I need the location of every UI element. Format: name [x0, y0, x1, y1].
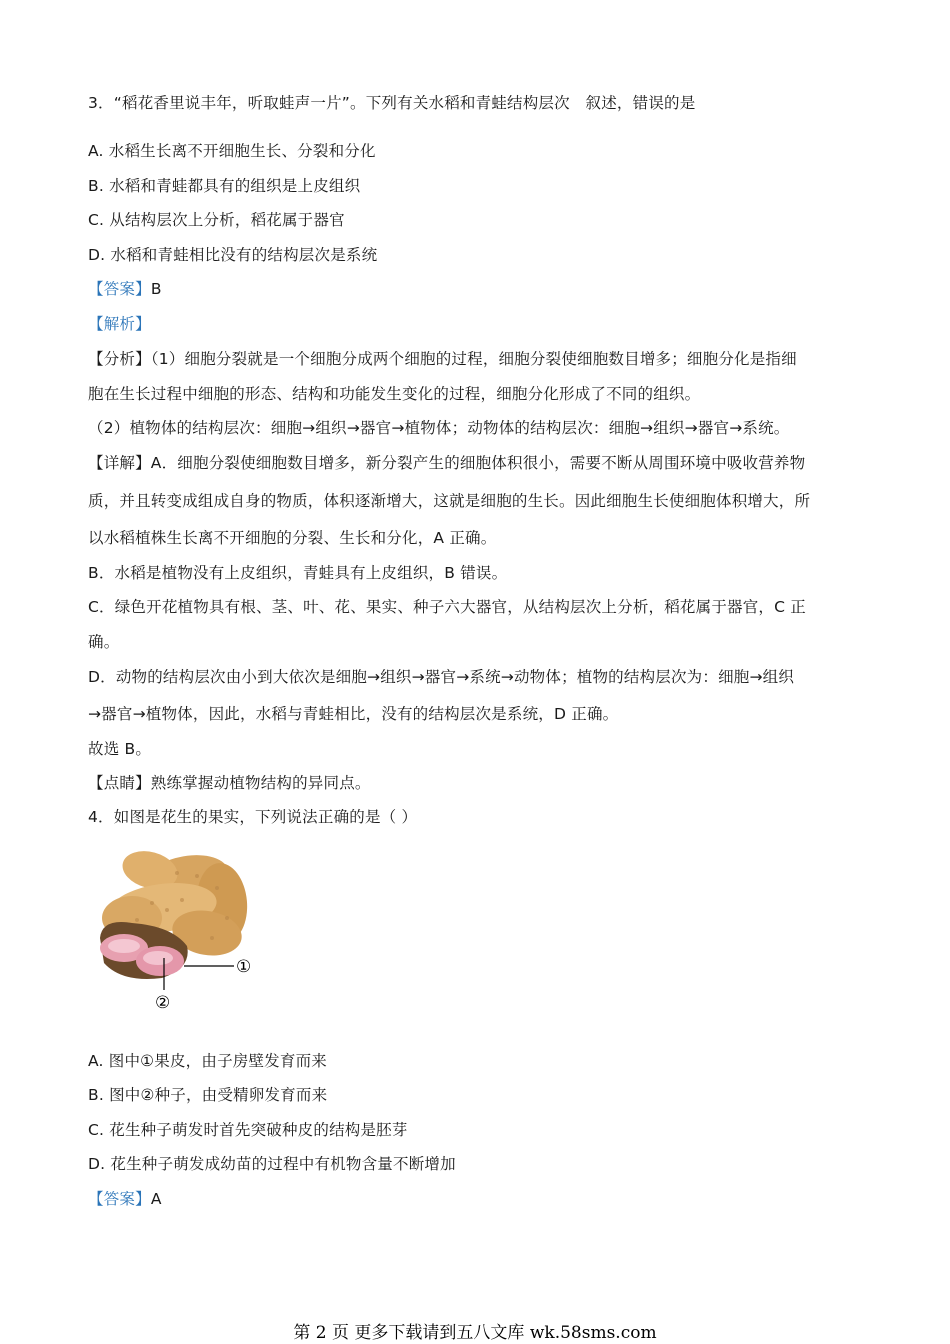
question-4-stem: 4．如图是花生的果实，下列说法正确的是（ ）: [88, 808, 418, 826]
q3-analysis-tag: 【解析】: [88, 315, 151, 333]
analysis-line: 【点睛】熟练掌握动植物结构的异同点。: [88, 774, 371, 792]
analysis-line: D．动物的结构层次由小到大依次是细胞→组织→器官→系统→动物体；植物的结构层次为：细胞→组织: [88, 668, 795, 686]
analysis-line: 确。: [88, 633, 120, 651]
analysis-line: 故选 B。: [88, 740, 152, 758]
q4-option-c: C. 花生种子萌发时首先突破种皮的结构是胚芽: [88, 1121, 408, 1139]
q3-option-c: C. 从结构层次上分析，稻花属于器官: [88, 211, 345, 229]
q3-option-d: D. 水稻和青蛙相比没有的结构层次是系统: [88, 246, 378, 264]
q3-answer: [88, 278, 162, 300]
analysis-line: （2）植物体的结构层次：细胞→组织→器官→植物体；动物体的结构层次：细胞→组织→器官→系统。: [88, 419, 790, 437]
analysis-line: 质，并且转变成组成自身的物质，体积逐渐增大，这就是细胞的生长。因此细胞生长使细胞体积增大，所: [88, 492, 811, 510]
q4-answer: [88, 1188, 162, 1210]
analysis-line: →器官→植物体，因此，水稻与青蛙相比，没有的结构层次是系统，D 正确。: [88, 705, 619, 723]
figure-label-2: ②: [155, 993, 171, 1013]
page-footer: 第 2 页 更多下载请到五八文库 wk.58sms.com: [293, 1323, 657, 1343]
peanut-illustration: [92, 848, 272, 1018]
answer-value: B: [150, 280, 162, 298]
analysis-line: 胞在生长过程中细胞的形态、结构和功能发生变化的过程，细胞分化形成了不同的组织。: [88, 385, 701, 403]
q4-option-a: A. 图中①果皮，由子房壁发育而来: [88, 1052, 327, 1070]
analysis-line: 以水稻植株生长离不开细胞的分裂、生长和分化，A 正确。: [88, 529, 497, 547]
q3-option-a: A. 水稻生长离不开细胞生长、分裂和分化: [88, 142, 376, 160]
question-3-stem: 3．“稻花香里说丰年，听取蛙声一片”。下列有关水稻和青蛙结构层次 叙述，错误的是: [88, 94, 696, 112]
answer-value: A: [150, 1190, 162, 1208]
q4-option-b: B. 图中②种子，由受精卵发育而来: [88, 1086, 328, 1104]
q4-option-d: D. 花生种子萌发成幼苗的过程中有机物含量不断增加: [88, 1155, 456, 1173]
analysis-line: B．水稻是植物没有上皮组织，青蛙具有上皮组织，B 错误。: [88, 564, 508, 582]
peanut-figure: [92, 848, 272, 1018]
analysis-line: 【分析】（1）细胞分裂就是一个细胞分成两个细胞的过程，细胞分裂使细胞数目增多；细胞分化是指细: [88, 350, 797, 368]
answer-tag: 【答案】: [88, 1190, 151, 1208]
q3-option-b: B. 水稻和青蛙都具有的组织是上皮组织: [88, 177, 361, 195]
analysis-line: 【详解】A．细胞分裂使细胞数目增多，新分裂产生的细胞体积很小，需要不断从周围环境中吸收营养物: [88, 454, 806, 472]
figure-label-1: ①: [236, 957, 252, 977]
analysis-line: C．绿色开花植物具有根、茎、叶、花、果实、种子六大器官，从结构层次上分析，稻花属于器官，C 正: [88, 598, 806, 616]
answer-tag: 【答案】: [88, 280, 151, 298]
